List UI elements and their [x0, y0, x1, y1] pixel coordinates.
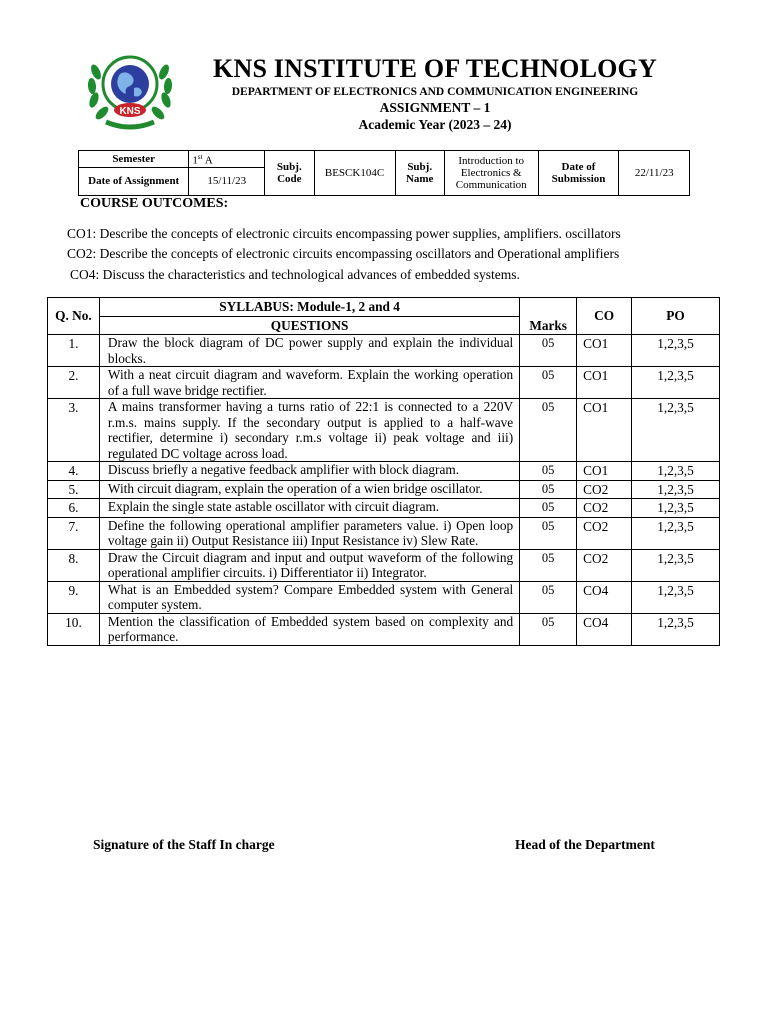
question-co: CO1	[577, 367, 632, 399]
subj-name-value: Introduction to Electronics & Communication	[444, 151, 538, 196]
question-po: 1,2,3,5	[632, 367, 720, 399]
question-co: CO1	[577, 399, 632, 462]
question-co: CO2	[577, 480, 632, 499]
question-number: 1.	[48, 335, 100, 367]
question-marks: 05	[520, 549, 577, 581]
question-co: CO2	[577, 517, 632, 549]
table-row	[48, 613, 720, 645]
table-row	[48, 462, 720, 481]
question-text: Draw the block diagram of DC power supply and explain the individual blocks.	[99, 335, 519, 367]
question-marks: 05	[520, 613, 577, 645]
question-text: Draw the Circuit diagram and input and output waveform of the following operational amplifier circuits. i) Differentiator ii) Integrator.	[99, 549, 519, 581]
hod-signature-label: Head of the Department	[515, 837, 655, 852]
table-row	[48, 335, 720, 367]
table-row	[48, 581, 720, 613]
question-number: 9.	[48, 581, 100, 613]
table-row	[48, 480, 720, 499]
question-po: 1,2,3,5	[632, 462, 720, 481]
assignment-title: ASSIGNMENT – 1	[379, 100, 491, 115]
question-text: Discuss briefly a negative feedback amplifier with block diagram.	[99, 462, 519, 481]
semester-label: Semester	[79, 151, 189, 168]
question-marks: 05	[520, 399, 577, 462]
question-number: 6.	[48, 499, 100, 518]
question-po: 1,2,3,5	[632, 517, 720, 549]
qno-header: Q. No.	[48, 298, 100, 335]
question-marks: 05	[520, 499, 577, 518]
table-row	[48, 517, 720, 549]
course-outcomes-heading: COURSE OUTCOMES:	[80, 196, 229, 211]
course-outcome-co4: CO4: Discuss the characteristics and technological advances of embedded systems.	[70, 267, 520, 282]
question-text: Define the following operational amplifier parameters value. i) Open loop voltage gain ii) Output Resistance iii) Input Resistance iv) Slew Rate.	[99, 517, 519, 549]
question-co: CO2	[577, 499, 632, 518]
question-co: CO4	[577, 613, 632, 645]
questions-header: QUESTIONS	[99, 316, 519, 335]
question-po: 1,2,3,5	[632, 399, 720, 462]
question-co: CO2	[577, 549, 632, 581]
department-name: DEPARTMENT OF ELECTRONICS AND COMMUNICATION ENGINEERING	[231, 86, 639, 98]
question-marks: 05	[520, 335, 577, 367]
marks-header: Marks	[520, 298, 577, 335]
question-number: 7.	[48, 517, 100, 549]
assignment-info-table	[78, 150, 690, 196]
question-marks: 05	[520, 581, 577, 613]
question-co: CO1	[577, 462, 632, 481]
question-marks: 05	[520, 517, 577, 549]
question-co: CO4	[577, 581, 632, 613]
question-co: CO1	[577, 335, 632, 367]
question-number: 5.	[48, 480, 100, 499]
question-number: 2.	[48, 367, 100, 399]
question-po: 1,2,3,5	[632, 335, 720, 367]
po-header: PO	[632, 298, 720, 335]
question-po: 1,2,3,5	[632, 480, 720, 499]
question-po: 1,2,3,5	[632, 549, 720, 581]
question-marks: 05	[520, 462, 577, 481]
questions-table	[47, 297, 720, 646]
question-number: 3.	[48, 399, 100, 462]
question-number: 4.	[48, 462, 100, 481]
syllabus-header: SYLLABUS: Module-1, 2 and 4	[99, 298, 519, 317]
questions-body	[48, 335, 720, 646]
question-text: What is an Embedded system? Compare Embedded system with General computer system.	[99, 581, 519, 613]
submission-value: 22/11/23	[619, 151, 690, 196]
question-text: Mention the classification of Embedded system based on complexity and performance.	[99, 613, 519, 645]
question-marks: 05	[520, 367, 577, 399]
co-header: CO	[577, 298, 632, 335]
kns-logo	[86, 50, 174, 132]
course-outcome-co2: CO2: Describe the concepts of electronic circuits encompassing oscillators and Operational amplifiers	[67, 246, 620, 261]
submission-label: Date of Submission	[538, 151, 619, 196]
staff-signature-label: Signature of the Staff In charge	[93, 837, 275, 852]
subj-code-label: Subj. Code	[265, 151, 314, 196]
semester-value: 1st A	[189, 151, 265, 168]
question-po: 1,2,3,5	[632, 613, 720, 645]
question-number: 10.	[48, 613, 100, 645]
question-number: 8.	[48, 549, 100, 581]
question-marks: 05	[520, 480, 577, 499]
table-row	[48, 367, 720, 399]
table-row	[48, 499, 720, 518]
question-po: 1,2,3,5	[632, 499, 720, 518]
date-assignment-label: Date of Assignment	[79, 167, 189, 195]
question-text: Explain the single state astable oscillator with circuit diagram.	[99, 499, 519, 518]
date-assignment-value: 15/11/23	[189, 167, 265, 195]
logo-kns-text: KNS	[119, 106, 141, 117]
question-text: A mains transformer having a turns ratio of 22:1 is connected to a 220V r.m.s. mains supply. If the secondary output is applied to a half-wave rectifier, determine i) secondary r.m.s voltage ii) peak voltage and iii) regulated DC voltage across load.	[99, 399, 519, 462]
table-row	[48, 399, 720, 462]
academic-year: Academic Year (2023 – 24)	[358, 117, 512, 132]
table-row	[48, 549, 720, 581]
course-outcome-co1: CO1: Describe the concepts of electronic circuits encompassing power supplies, amplifiers. oscillators	[67, 226, 621, 241]
institute-name: KNS INSTITUTE OF TECHNOLOGY	[213, 54, 657, 83]
question-po: 1,2,3,5	[632, 581, 720, 613]
question-text: With a neat circuit diagram and waveform. Explain the working operation of a full wave bridge rectifier.	[99, 367, 519, 399]
subj-name-label: Subj. Name	[395, 151, 444, 196]
subj-code-value: BESCK104C	[314, 151, 395, 196]
question-text: With circuit diagram, explain the operation of a wien bridge oscillator.	[99, 480, 519, 499]
